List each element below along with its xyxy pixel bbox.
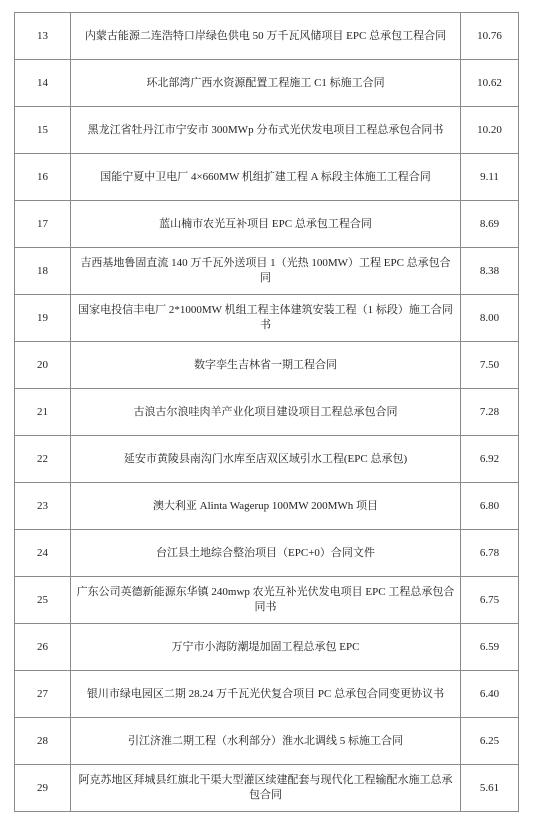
contract-name-cell: 台江县土地综合整治项目（EPC+0）合同文件 (71, 530, 461, 577)
contract-amount-cell: 6.78 (461, 530, 519, 577)
row-number-cell: 17 (15, 201, 71, 248)
contract-amount-cell: 6.59 (461, 624, 519, 671)
contract-name-cell: 数字孪生吉林省一期工程合同 (71, 342, 461, 389)
contract-amount-cell: 10.76 (461, 13, 519, 60)
row-number-cell: 25 (15, 577, 71, 624)
table-row (15, 765, 519, 812)
row-number-cell: 16 (15, 154, 71, 201)
contract-name-cell: 万宁市小海防潮堤加固工程总承包 EPC (71, 624, 461, 671)
contract-name-cell: 古浪古尔浪哇肉羊产业化项目建设项目工程总承包合同 (71, 389, 461, 436)
contract-name-cell: 引江济淮二期工程（水利部分）淮水北调线 5 标施工合同 (71, 718, 461, 765)
contract-amount-cell: 6.40 (461, 671, 519, 718)
contract-amount-cell: 6.75 (461, 577, 519, 624)
table-row (15, 295, 519, 342)
contract-amount-cell: 8.38 (461, 248, 519, 295)
table-row (15, 60, 519, 107)
contract-name-cell: 国能宁夏中卫电厂 4×660MW 机组扩建工程 A 标段主体施工工程合同 (71, 154, 461, 201)
row-number-cell: 21 (15, 389, 71, 436)
table-row (15, 718, 519, 765)
table-row (15, 577, 519, 624)
table-row (15, 342, 519, 389)
contract-name-cell: 吉西基地鲁固直流 140 万千瓦外送项目 1（光热 100MW）工程 EPC 总承包合同 (71, 248, 461, 295)
contract-name-cell: 广东公司英德新能源东华镇 240mwp 农光互补光伏发电项目 EPC 工程总承包合同书 (71, 577, 461, 624)
row-number-cell: 27 (15, 671, 71, 718)
contract-name-cell: 国家电投信丰电厂 2*1000MW 机组工程主体建筑安装工程（1 标段）施工合同书 (71, 295, 461, 342)
row-number-cell: 28 (15, 718, 71, 765)
row-number-cell: 22 (15, 436, 71, 483)
contract-amount-cell: 10.62 (461, 60, 519, 107)
table-row (15, 13, 519, 60)
contract-amount-cell: 5.61 (461, 765, 519, 812)
contracts-table-body (15, 13, 519, 812)
table-row (15, 389, 519, 436)
table-row (15, 624, 519, 671)
row-number-cell: 19 (15, 295, 71, 342)
row-number-cell: 15 (15, 107, 71, 154)
row-number-cell: 20 (15, 342, 71, 389)
contract-name-cell: 黑龙江省牡丹江市宁安市 300MWp 分布式光伏发电项目工程总承包合同书 (71, 107, 461, 154)
contract-name-cell: 澳大利亚 Alinta Wagerup 100MW 200MWh 项目 (71, 483, 461, 530)
contract-name-cell: 蓝山楠市农光互补项目 EPC 总承包工程合同 (71, 201, 461, 248)
contract-name-cell: 内蒙古能源二连浩特口岸绿色供电 50 万千瓦风储项目 EPC 总承包工程合同 (71, 13, 461, 60)
row-number-cell: 14 (15, 60, 71, 107)
row-number-cell: 26 (15, 624, 71, 671)
table-row (15, 671, 519, 718)
contract-amount-cell: 6.80 (461, 483, 519, 530)
table-row (15, 154, 519, 201)
row-number-cell: 29 (15, 765, 71, 812)
row-number-cell: 18 (15, 248, 71, 295)
table-row (15, 436, 519, 483)
contract-name-cell: 银川市绿电园区二期 28.24 万千瓦光伏复合项目 PC 总承包合同变更协议书 (71, 671, 461, 718)
table-row (15, 201, 519, 248)
contract-amount-cell: 6.92 (461, 436, 519, 483)
contracts-table (14, 12, 519, 812)
contract-name-cell: 延安市黄陵县南沟门水库至店双区域引水工程(EPC 总承包) (71, 436, 461, 483)
table-row (15, 483, 519, 530)
table-row (15, 107, 519, 154)
contract-amount-cell: 8.00 (461, 295, 519, 342)
table-row (15, 530, 519, 577)
row-number-cell: 13 (15, 13, 71, 60)
contract-amount-cell: 9.11 (461, 154, 519, 201)
row-number-cell: 23 (15, 483, 71, 530)
contract-amount-cell: 8.69 (461, 201, 519, 248)
table-row (15, 248, 519, 295)
contract-name-cell: 阿克苏地区拜城县红旗北干渠大型灌区续建配套与现代化工程输配水施工总承包合同 (71, 765, 461, 812)
contract-amount-cell: 6.25 (461, 718, 519, 765)
contract-amount-cell: 7.28 (461, 389, 519, 436)
contract-name-cell: 环北部湾广西水资源配置工程施工 C1 标施工合同 (71, 60, 461, 107)
contract-amount-cell: 7.50 (461, 342, 519, 389)
contract-amount-cell: 10.20 (461, 107, 519, 154)
row-number-cell: 24 (15, 530, 71, 577)
